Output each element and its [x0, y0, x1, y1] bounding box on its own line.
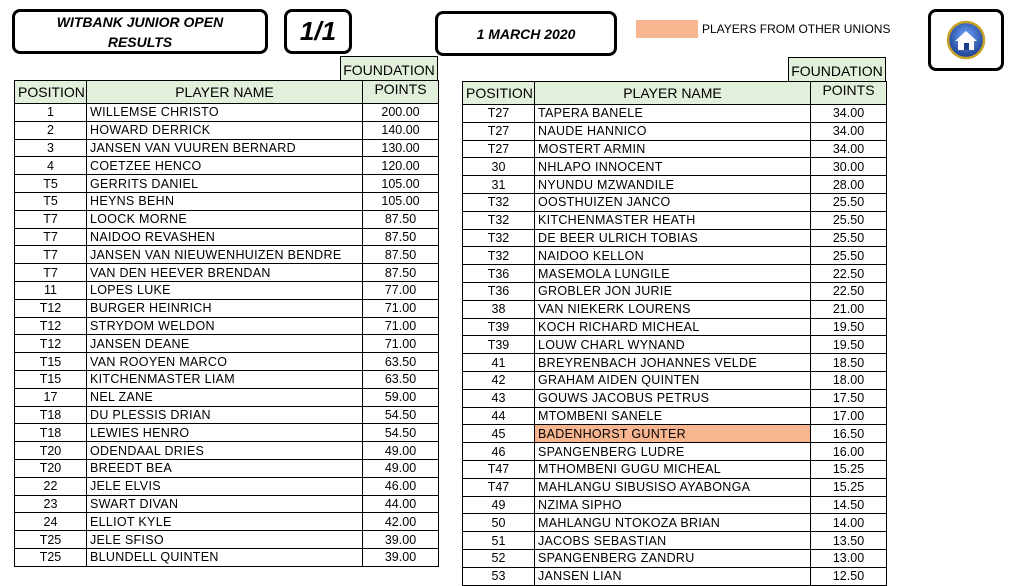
points-cell: 120.00	[363, 157, 439, 175]
table-row	[463, 318, 887, 336]
player-name-cell: NHLAPO INNOCENT	[535, 158, 811, 176]
table-row	[15, 228, 439, 246]
position-cell: T27	[463, 105, 535, 123]
points-cell: 42.00	[363, 513, 439, 531]
table-row	[463, 567, 887, 585]
position-cell: T47	[463, 478, 535, 496]
position-cell: 22	[15, 477, 87, 495]
player-name-cell: NYUNDU MZWANDILE	[535, 176, 811, 194]
table-row	[463, 443, 887, 461]
position-cell: 49	[463, 496, 535, 514]
player-name-cell: GERRITS DANIEL	[87, 175, 363, 193]
points-cell: 15.25	[811, 478, 887, 496]
player-name-cell: LOOCK MORNE	[87, 210, 363, 228]
table-row	[463, 176, 887, 194]
points-cell: 28.00	[811, 176, 887, 194]
points-cell: 12.50	[811, 567, 887, 585]
table-row	[15, 210, 439, 228]
position-cell: T32	[463, 193, 535, 211]
position-cell: T39	[463, 318, 535, 336]
position-cell: T32	[463, 229, 535, 247]
position-cell: 44	[463, 407, 535, 425]
position-cell: T5	[15, 175, 87, 193]
points-cell: 25.50	[811, 247, 887, 265]
player-name-cell: KOCH RICHARD MICHEAL	[535, 318, 811, 336]
position-cell: 43	[463, 389, 535, 407]
points-cell: 63.50	[363, 370, 439, 388]
table-row	[463, 478, 887, 496]
player-name-cell: TAPERA BANELE	[535, 105, 811, 123]
points-cell: 87.50	[363, 264, 439, 282]
table-row	[15, 264, 439, 282]
player-name-cell: MTHOMBENI GUGU MICHEAL	[535, 460, 811, 478]
position-cell: 11	[15, 281, 87, 299]
player-name-cell: SWART DIVAN	[87, 495, 363, 513]
player-name-cell: ODENDAAL DRIES	[87, 442, 363, 460]
points-cell: 87.50	[363, 210, 439, 228]
player-name-cell: NZIMA SIPHO	[535, 496, 811, 514]
points-cell: 71.00	[363, 299, 439, 317]
position-cell: 2	[15, 121, 87, 139]
home-button[interactable]	[928, 9, 1004, 71]
event-title-text: WITBANK JUNIOR OPEN RESULTS	[56, 13, 224, 50]
player-name-cell: BLUNDELL QUINTEN	[87, 548, 363, 566]
legend-label: PLAYERS FROM OTHER UNIONS	[702, 22, 891, 36]
table-row	[463, 105, 887, 123]
player-name-cell: NAUDE HANNICO	[535, 122, 811, 140]
player-name-cell: JACOBS SEBASTIAN	[535, 532, 811, 550]
position-cell: T18	[15, 424, 87, 442]
player-name-cell: HOWARD DERRICK	[87, 121, 363, 139]
points-cell: 130.00	[363, 139, 439, 157]
position-cell: T27	[463, 122, 535, 140]
points-cell: 14.50	[811, 496, 887, 514]
points-cell: 46.00	[363, 477, 439, 495]
position-cell: T7	[15, 210, 87, 228]
position-cell: 53	[463, 567, 535, 585]
position-cell: 1	[15, 104, 87, 122]
points-cell: 39.00	[363, 531, 439, 549]
page-indicator	[284, 9, 352, 54]
table-row	[463, 265, 887, 283]
table-row	[15, 175, 439, 193]
points-cell: 87.50	[363, 246, 439, 264]
position-cell: T25	[15, 548, 87, 566]
player-name-cell: WILLEMSE CHRISTO	[87, 104, 363, 122]
home-icon	[946, 20, 986, 60]
points-cell: 54.50	[363, 424, 439, 442]
page-indicator-text: 1/1	[299, 16, 337, 46]
position-cell: 3	[15, 139, 87, 157]
player-name-header: PLAYER NAME	[87, 81, 363, 104]
player-name-cell: JANSEN VAN NIEUWENHUIZEN BENDRE	[87, 246, 363, 264]
position-cell: 24	[15, 513, 87, 531]
player-name-cell: DU PLESSIS DRIAN	[87, 406, 363, 424]
position-cell: 31	[463, 176, 535, 194]
points-cell: 25.50	[811, 193, 887, 211]
position-cell: T25	[15, 531, 87, 549]
table-row	[15, 121, 439, 139]
position-cell: 45	[463, 425, 535, 443]
results-table-right	[462, 81, 887, 586]
points-cell: 71.00	[363, 317, 439, 335]
position-cell: T12	[15, 299, 87, 317]
player-name-cell: SPANGENBERG LUDRE	[535, 443, 811, 461]
player-name-cell: JELE ELVIS	[87, 477, 363, 495]
table-row	[15, 424, 439, 442]
points-cell: 25.50	[811, 211, 887, 229]
table-row	[463, 336, 887, 354]
points-cell: 22.50	[811, 265, 887, 283]
position-cell: 52	[463, 549, 535, 567]
points-cell: 18.50	[811, 354, 887, 372]
table-row	[463, 122, 887, 140]
player-name-cell: BREYRENBACH JOHANNES VELDE	[535, 354, 811, 372]
table-header	[463, 82, 887, 105]
points-cell: 34.00	[811, 105, 887, 123]
table-row	[15, 495, 439, 513]
player-name-cell: BREEDT BEA	[87, 459, 363, 477]
position-cell: T18	[15, 406, 87, 424]
table-row	[463, 300, 887, 318]
points-cell: 13.50	[811, 532, 887, 550]
points-cell: 16.50	[811, 425, 887, 443]
points-cell: 19.50	[811, 318, 887, 336]
player-name-cell: SPANGENBERG ZANDRU	[535, 549, 811, 567]
table-row	[15, 299, 439, 317]
points-cell: 77.00	[363, 281, 439, 299]
player-name-header: PLAYER NAME	[535, 82, 811, 105]
event-date-text: 1 MARCH 2020	[476, 25, 576, 42]
player-name-cell: GRAHAM AIDEN QUINTEN	[535, 371, 811, 389]
player-name-cell: HEYNS BEHN	[87, 192, 363, 210]
player-name-cell: VAN ROOYEN MARCO	[87, 353, 363, 371]
position-cell: 46	[463, 443, 535, 461]
points-cell: 105.00	[363, 192, 439, 210]
points-cell: 49.00	[363, 442, 439, 460]
position-cell: T36	[463, 265, 535, 283]
table-row	[463, 158, 887, 176]
position-header: POSITION	[463, 82, 535, 105]
points-cell: 200.00	[363, 104, 439, 122]
table-row	[15, 353, 439, 371]
event-title	[12, 9, 268, 54]
table-row	[463, 549, 887, 567]
table-row	[463, 425, 887, 443]
position-cell: 42	[463, 371, 535, 389]
position-cell: T15	[15, 353, 87, 371]
points-cell: 44.00	[363, 495, 439, 513]
table-row	[15, 335, 439, 353]
table-row	[15, 281, 439, 299]
table-row	[463, 140, 887, 158]
position-cell: T20	[15, 459, 87, 477]
points-cell: 21.00	[811, 300, 887, 318]
table-row	[463, 532, 887, 550]
player-name-cell: JANSEN LIAN	[535, 567, 811, 585]
player-name-cell: MAHLANGU NTOKOZA BRIAN	[535, 514, 811, 532]
points-cell: 17.50	[811, 389, 887, 407]
player-name-cell: JANSEN VAN VUUREN BERNARD	[87, 139, 363, 157]
position-cell: T15	[15, 370, 87, 388]
position-cell: T7	[15, 228, 87, 246]
points-cell: 17.00	[811, 407, 887, 425]
results-table-left	[14, 80, 439, 567]
points-cell: 63.50	[363, 353, 439, 371]
table-row	[463, 496, 887, 514]
player-name-cell: JELE SFISO	[87, 531, 363, 549]
player-name-cell: LEWIES HENRO	[87, 424, 363, 442]
player-name-cell: NAIDOO REVASHEN	[87, 228, 363, 246]
table-row	[463, 247, 887, 265]
table-row	[15, 442, 439, 460]
table-row	[463, 514, 887, 532]
points-cell: 140.00	[363, 121, 439, 139]
points-cell: 16.00	[811, 443, 887, 461]
points-cell: 105.00	[363, 175, 439, 193]
points-cell: 18.00	[811, 371, 887, 389]
position-cell: 51	[463, 532, 535, 550]
table-row	[15, 139, 439, 157]
position-cell: 41	[463, 354, 535, 372]
points-cell: 39.00	[363, 548, 439, 566]
player-name-cell: NEL ZANE	[87, 388, 363, 406]
position-cell: 17	[15, 388, 87, 406]
position-cell: T12	[15, 317, 87, 335]
position-cell: 38	[463, 300, 535, 318]
position-cell: T20	[15, 442, 87, 460]
table-row	[15, 388, 439, 406]
position-cell: 50	[463, 514, 535, 532]
points-cell: 71.00	[363, 335, 439, 353]
player-name-cell: NAIDOO KELLON	[535, 247, 811, 265]
points-cell: 59.00	[363, 388, 439, 406]
points-cell: 34.00	[811, 122, 887, 140]
right-points-header-top: FOUNDATION	[788, 57, 886, 83]
player-name-cell: ELLIOT KYLE	[87, 513, 363, 531]
points-cell: 25.50	[811, 229, 887, 247]
player-name-cell: GROBLER JON JURIE	[535, 282, 811, 300]
points-header: POINTS	[363, 81, 439, 104]
points-cell: 15.25	[811, 460, 887, 478]
points-cell: 49.00	[363, 459, 439, 477]
player-name-cell: VAN DEN HEEVER BRENDAN	[87, 264, 363, 282]
table-row	[15, 548, 439, 566]
table-row	[463, 193, 887, 211]
table-row	[15, 157, 439, 175]
position-cell: T39	[463, 336, 535, 354]
position-cell: T32	[463, 211, 535, 229]
position-cell: T36	[463, 282, 535, 300]
legend-swatch	[636, 20, 698, 38]
table-row	[15, 477, 439, 495]
table-row	[463, 282, 887, 300]
player-name-cell: BURGER HEINRICH	[87, 299, 363, 317]
player-name-cell: STRYDOM WELDON	[87, 317, 363, 335]
points-cell: 30.00	[811, 158, 887, 176]
table-row	[15, 531, 439, 549]
player-name-cell: GOUWS JACOBUS PETRUS	[535, 389, 811, 407]
points-header: POINTS	[811, 82, 887, 105]
table-row	[463, 229, 887, 247]
table-row	[15, 406, 439, 424]
table-row	[15, 370, 439, 388]
position-cell: T32	[463, 247, 535, 265]
points-cell: 54.50	[363, 406, 439, 424]
points-cell: 87.50	[363, 228, 439, 246]
table-row	[15, 513, 439, 531]
position-cell: 4	[15, 157, 87, 175]
player-name-cell: JANSEN DEANE	[87, 335, 363, 353]
points-cell: 14.00	[811, 514, 887, 532]
position-cell: T27	[463, 140, 535, 158]
table-row	[463, 371, 887, 389]
points-cell: 34.00	[811, 140, 887, 158]
player-name-cell: KITCHENMASTER LIAM	[87, 370, 363, 388]
table-row	[463, 211, 887, 229]
event-date	[435, 11, 617, 56]
position-cell: T12	[15, 335, 87, 353]
player-name-cell: OOSTHUIZEN JANCO	[535, 193, 811, 211]
player-name-cell: VAN NIEKERK LOURENS	[535, 300, 811, 318]
table-row	[15, 104, 439, 122]
position-cell: T7	[15, 246, 87, 264]
player-name-cell: MASEMOLA LUNGILE	[535, 265, 811, 283]
position-cell: T7	[15, 264, 87, 282]
table-row	[463, 354, 887, 372]
table-row	[463, 460, 887, 478]
table-row	[463, 407, 887, 425]
player-name-cell: COETZEE HENCO	[87, 157, 363, 175]
points-cell: 13.00	[811, 549, 887, 567]
position-cell: 23	[15, 495, 87, 513]
table-row	[15, 317, 439, 335]
position-cell: 30	[463, 158, 535, 176]
player-name-cell: MOSTERT ARMIN	[535, 140, 811, 158]
table-row	[463, 389, 887, 407]
player-name-cell: BADENHORST GUNTER	[535, 425, 811, 443]
points-cell: 22.50	[811, 282, 887, 300]
player-name-cell: DE BEER ULRICH TOBIAS	[535, 229, 811, 247]
points-cell: 19.50	[811, 336, 887, 354]
position-header: POSITION	[15, 81, 87, 104]
legend	[636, 20, 890, 38]
left-points-header-top: FOUNDATION	[340, 56, 438, 82]
position-cell: T5	[15, 192, 87, 210]
table-row	[15, 246, 439, 264]
table-header	[15, 81, 439, 104]
player-name-cell: LOUW CHARL WYNAND	[535, 336, 811, 354]
player-name-cell: KITCHENMASTER HEATH	[535, 211, 811, 229]
player-name-cell: MTOMBENI SANELE	[535, 407, 811, 425]
position-cell: T47	[463, 460, 535, 478]
player-name-cell: MAHLANGU SIBUSISO AYABONGA	[535, 478, 811, 496]
table-row	[15, 192, 439, 210]
player-name-cell: LOPES LUKE	[87, 281, 363, 299]
table-row	[15, 459, 439, 477]
